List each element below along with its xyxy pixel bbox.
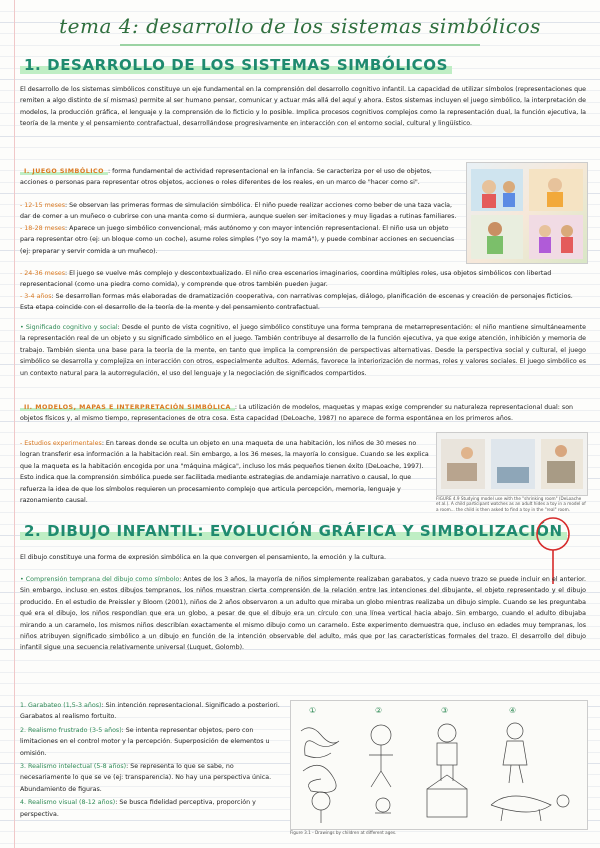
estudios-block: - Estudios experimentales: En tareas donde se oculta un objeto en una maqueta de una habitación, los niños de 30 meses no logran transferir esa información a la habitación real. Sin embargo, a los 36 meses, la mayoría lo consigue. Cuando se les explica que la maqueta es la habitación encogida por una "máquina mágica", incluso los más pequeños tienen éxito (DeLoache, 1997). Esto indica que la comprensión simbólica puede ser facilitada mediante estrategias de andamiaje narrativo o causal, lo que refuerza la idea de que los símbolos requieren un procesamiento complejo que articula percepción, memoria, lenguaje y razonamiento causal. xyxy=(20,440,429,505)
margin-line xyxy=(14,0,15,848)
children-playing-photo xyxy=(466,162,588,264)
svg-text:③: ③ xyxy=(441,706,449,715)
modelos-heading: II. MODELOS, MAPAS E INTERPRETACIÓN SIMBÓLICA xyxy=(20,404,235,411)
shrinking-room-caption: FIGURE 4.9 Studying model use with the "shrinking room" (DeLoache et al.). A child participant watches as an adult hides a toy in a model of a room... the child is then asked to find a toy in the "real" room. xyxy=(436,496,586,512)
section1-intro: El desarrollo de los sistemas simbólicos constituye un eje fundamental en la comprensión del desarrollo cognitivo infantil. La capacidad de utilizar símbolos (representaciones que remiten a algo distinto de sí mismas) permite al ser humano pensar, comunicar y actuar más allá del aquí y ahora. Estos sistemas incluyen el juego simbólico, la interpretación de modelos, la producción gráfica, el lenguaje y la comprensión de lo ficticio y lo posible. Implica procesos cognitivos complejos como la representación dual, la función ejecutiva, la teoría de la mente y el pensamiento contrafactual, desarrollándose progresivamente en interacción con el entorno social, cultural y lingüístico. xyxy=(20,86,586,128)
section2-intro: El dibujo constituye una forma de expresión simbólica en la que convergen el pensamiento, la emoción y la cultura. xyxy=(20,554,386,561)
juego-def: : forma fundamental de actividad representacional en la infancia. Se caracteriza por el uso de objetos, acciones o personas para representar otros objetos, acciones o roles diferentes de los reales, en un marco de "hacer como si". xyxy=(20,168,432,187)
childrens-drawings-icon xyxy=(291,701,587,829)
drawing-stage-item: 1. Garabateo (1,5-3 años): Sin intención representacional. Significado a posteriori. Garabatos al realismo fortuito. xyxy=(20,702,280,721)
shrinking-room-photo xyxy=(436,432,588,496)
modelos-block: II. MODELOS, MAPAS E INTERPRETACIÓN SIMBÓLICA : La utilización de modelos, maquetas y mapas exige comprender su naturaleza representacional dual: son objetos físicos y, al mismo tiempo, representaciones de otra cosa. Esta capacidad (DeLoache, 1987) no aparece de forma espontánea en los primeros años. xyxy=(20,404,574,423)
significado-block: • Significado cognitivo y social: Desde el punto de vista cognitivo, el juego simbólico constituye una forma temprana de metarrepresentación: el niño mantiene simultáneamente la representación real de un objeto y su significado simbólico en el juego. También contribuye al desarrollo de la función ejecutiva, ya que exige atención, inhibición y memoria de trabajo. También sienta una base para la teoría de la mente, en tanto que implica la comprensión de perspectivas alternativas. Desde la perspectiva social y cultural, el juego simbólico se desarrolla y complejiza en interacción con otros, especialmente adultos. Además, favorece la interiorización de normas, roles y valores sociales. El juego simbólico es un contexto natural para la autorregulación, el uso del lenguaje y la negociación de significados compartidos. xyxy=(20,324,586,377)
juego-stage-list-2 xyxy=(20,268,586,314)
juego-stage-item: - 3-4 años: Se desarrollan formas más elaboradas de dramatización cooperativa, con narrativas complejas, diálogo, planificación de escenas y creación de personajes ficticios. Esta etapa coincide con el desarrollo de la teoría de la mente y del pensamiento contrafactual. xyxy=(20,292,573,312)
juego-stage-item: - 18-28 meses: Aparece un juego simbólico convencional, más autónomo y con mayor intención representacional. El niño usa un objeto para representar otro (ej: un bloque como un coche), asume roles simples ("yo soy la mamá"), y puede combinar acciones en secuencias (ej: preparar y servir comida a un muñeco). xyxy=(20,224,455,255)
juego-heading: I. JUEGO SIMBÓLICO xyxy=(20,168,108,175)
drawing-stage-item: 3. Realismo intelectual (5-8 años): Se representa lo que se sabe, no necesariamente lo que se ve (ej: transparencia). No hay una perspectiva única. Abundamiento de figuras. xyxy=(20,763,272,793)
svg-text:②: ② xyxy=(375,706,383,715)
svg-text:①: ① xyxy=(309,706,317,715)
childrens-drawings-figure xyxy=(290,700,588,830)
drawings-caption: Figure 3.1 - Drawings by children at different ages. xyxy=(290,830,397,835)
juego-stage-item: - 12-15 meses: Se observan las primeras formas de simulación simbólica. El niño puede realizar acciones como beber de una taza vacía, dar de comer a un muñeco o cubrirse con una manta como si durmiera, aunque suelen ser imitaciones y muy ligadas a rutinas familiares. xyxy=(20,202,457,221)
svg-text:④: ④ xyxy=(509,706,517,715)
juego-stage-list xyxy=(20,200,460,257)
section1-heading: 1. DESARROLLO DE LOS SISTEMAS SIMBÓLICOS xyxy=(20,56,452,74)
juego-stage-item: - 24-36 meses: El juego se vuelve más complejo y descontextualizado. El niño crea escenarios imaginarios, coordina múltiples roles, usa objetos simbólicos con libertad representacional (como una piedra como comida), y comprende que otros también pueden jugar. xyxy=(20,270,552,289)
page-title: tema 4: desarrollo de los sistemas simbólicos xyxy=(59,14,541,38)
photo-collage-icon xyxy=(467,163,587,263)
section2-heading: 2. DIBUJO INFANTIL: EVOLUCIÓN GRÁFICA Y SIMBOLIZACIÓN xyxy=(20,522,567,540)
drawing-stages-list xyxy=(20,700,282,820)
model-room-icon xyxy=(437,433,587,495)
juego-simbolico-block xyxy=(20,166,460,189)
drawing-stage-item: 4. Realismo visual (8-12 años): Se busca fidelidad perceptiva, proporción y perspectiva. xyxy=(20,799,256,818)
title-underline xyxy=(120,44,480,46)
drawing-stage-item: 2. Realismo frustrado (3-5 años): Se intenta representar objetos, pero con limitaciones en el control motor y la percepción. Superposición de elementos u omisión. xyxy=(20,726,270,757)
comprension-block: • Comprensión temprana del dibujo como símbolo: Antes de los 3 años, la mayoría de niños simplemente realizaban garabatos, y cada nuevo trazo se puede incluir en el anterior. Sin embargo, incluso en estos dibujos tempranos, los niños muestran cierta comprensión de la relación entre las intenciones del dibujante, el objeto representado y el dibujo producido. En el estudio de Preissler y Bloom (2001), niños de 2 años observaron a un adulto que miraba un globo mientras realizaba un dibujo simple. Cuando se les preguntaba qué era el dibujo, los niños respondían que era un globo, a pesar de que el dibujo era un círculo con una línea vertical hacia abajo. Sin embargo, cuando el adulto dibujaba mirando a un caramelo, los mismos niños describían exactamente el mismo dibujo como un caramelo. Este experimento demuestra que, incluso en edades muy tempranas, los niños atribuyen significado simbólico a un dibujo en función de la intención observable del adulto, más que por las características formales del trazo. El desarrollo del dibujo infantil sigue una secuencia relativamente universal (Luquet, Golomb). xyxy=(20,576,587,652)
